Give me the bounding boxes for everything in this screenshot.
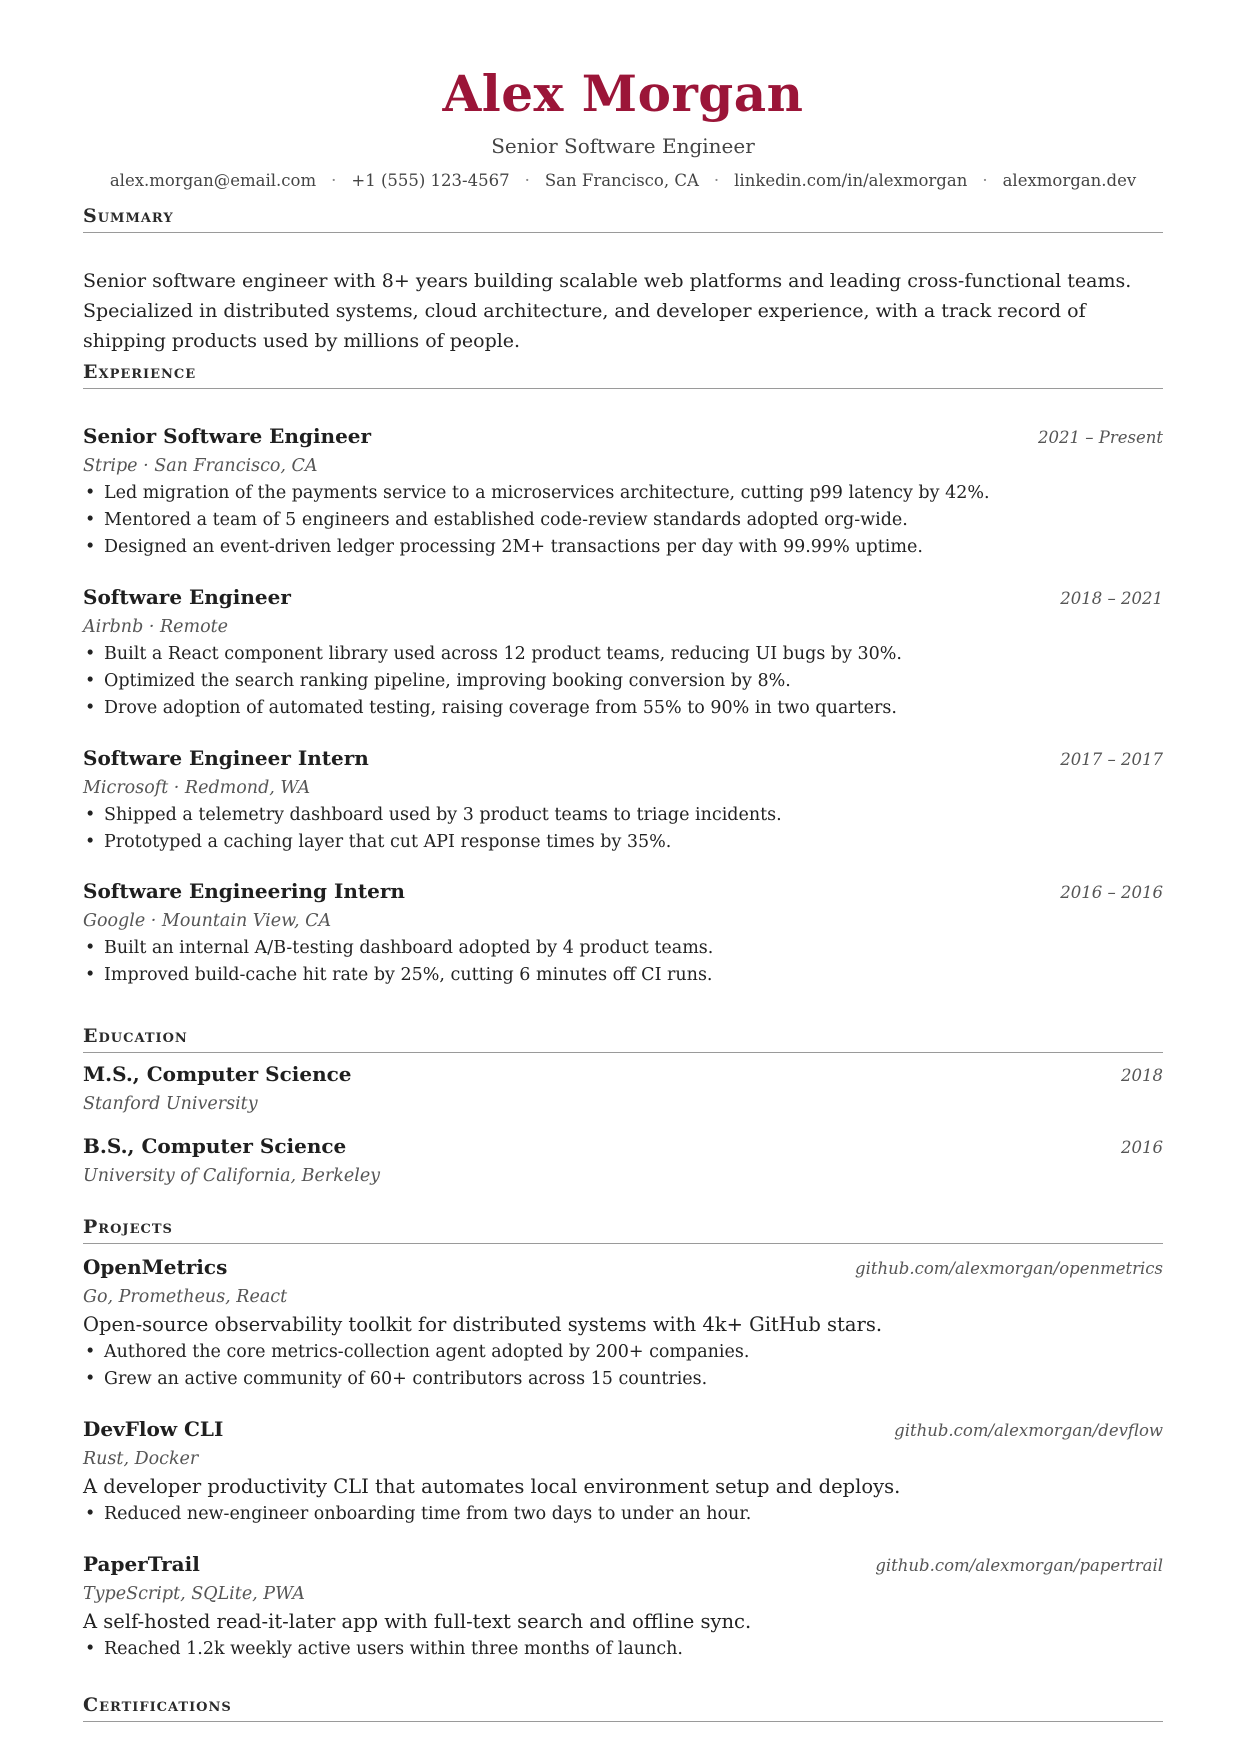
bullet-item: • Reached 1.2k weekly active users within three months of launch. [83, 1636, 1163, 1663]
bullet-item: • Improved build-cache hit rate by 25%, cutting 6 minutes off CI runs. [83, 962, 1163, 989]
project-link[interactable]: github.com/alexmorgan/openmetrics [855, 1259, 1163, 1278]
school-name: University of California, Berkeley [83, 1166, 381, 1186]
experience-entry [83, 422, 1163, 561]
candidate-name: Alex Morgan [442, 64, 804, 123]
education-heading: Education [83, 1024, 1163, 1053]
project-description: A developer productivity CLI that automates local environment setup and deploys. [83, 1475, 901, 1498]
project-entry [83, 1550, 1163, 1663]
project-stack: TypeScript, SQLite, PWA [83, 1584, 305, 1604]
experience-entry [83, 744, 1163, 856]
job-company: Microsoft · Redmond, WA [83, 778, 311, 798]
contact-line [83, 170, 1163, 192]
job-bullets [83, 802, 1163, 856]
project-stack: Go, Prometheus, React [83, 1287, 288, 1307]
bullet-item: • Prototyped a caching layer that cut API response times by 35%. [83, 829, 1163, 856]
job-role: Software Engineering Intern [83, 879, 405, 903]
education-entry [83, 1132, 1163, 1190]
experience-heading: Experience [83, 360, 1163, 389]
summary-text: Senior software engineer with 8+ years building scalable web platforms and leading cross-functional teams. Specialized in distributed systems, cloud architecture, and developer experience, with a track record of shipping products used by millions of people. [83, 270, 1132, 352]
project-link[interactable]: github.com/alexmorgan/devflow [894, 1421, 1163, 1440]
job-dates: 2016 – 2016 [1060, 883, 1163, 902]
bullet-item: • Led migration of the payments service to a microservices architecture, cutting p99 latency by 42%. [83, 480, 1163, 507]
job-dates: 2018 – 2021 [1060, 589, 1163, 608]
bullet-item: • Authored the core metrics-collection agent adopted by 200+ companies. [83, 1339, 1163, 1366]
contact-separator: · [331, 171, 337, 190]
job-role: Software Engineer Intern [83, 746, 369, 770]
project-stack: Rust, Docker [83, 1449, 199, 1469]
job-company: Google · Mountain View, CA [83, 911, 332, 931]
project-link[interactable]: github.com/alexmorgan/papertrail [875, 1556, 1163, 1575]
job-company: Airbnb · Remote [83, 617, 229, 637]
summary-heading: Summary [83, 204, 1163, 233]
degree-year: 2016 [1121, 1138, 1163, 1157]
degree-year: 2018 [1121, 1066, 1163, 1085]
project-bullets [83, 1339, 1163, 1393]
bullet-item: • Built a React component library used across 12 product teams, reducing UI bugs by 30%. [83, 641, 1163, 668]
project-entry [83, 1415, 1163, 1528]
contact-separator: · [982, 171, 988, 190]
project-name: PaperTrail [83, 1552, 200, 1576]
project-name: OpenMetrics [83, 1255, 228, 1279]
experience-entry [83, 583, 1163, 722]
bullet-item: • Grew an active community of 60+ contributors across 15 countries. [83, 1366, 1163, 1393]
job-bullets [83, 480, 1163, 561]
contact-location: San Francisco, CA [544, 171, 699, 190]
certifications-heading: Certifications [83, 1693, 1163, 1722]
contact-separator: · [524, 171, 530, 190]
job-company: Stripe · San Francisco, CA [83, 456, 318, 476]
bullet-item: • Shipped a telemetry dashboard used by 3 product teams to triage incidents. [83, 802, 1163, 829]
job-bullets [83, 641, 1163, 722]
contact-linkedin[interactable]: linkedin.com/in/alexmorgan [734, 171, 968, 190]
bullet-item: • Designed an event-driven ledger processing 2M+ transactions per day with 99.99% uptime. [83, 534, 1163, 561]
degree-name: B.S., Computer Science [83, 1134, 347, 1158]
job-dates: 2021 – Present [1038, 428, 1163, 447]
job-bullets [83, 935, 1163, 989]
project-name: DevFlow CLI [83, 1417, 224, 1441]
contact-email[interactable]: alex.morgan@email.com [109, 171, 317, 190]
bullet-item: • Reduced new-engineer onboarding time from two days to under an hour. [83, 1501, 1163, 1528]
projects-heading: Projects [83, 1215, 1163, 1244]
experience-entry [83, 877, 1163, 989]
bullet-item: • Optimized the search ranking pipeline, improving booking conversion by 8%. [83, 668, 1163, 695]
job-role: Senior Software Engineer [83, 424, 372, 448]
bullet-item: • Drove adoption of automated testing, raising coverage from 55% to 90% in two quarters. [83, 695, 1163, 722]
candidate-title: Senior Software Engineer [491, 134, 755, 158]
project-description: Open-source observability toolkit for distributed systems with 4k+ GitHub stars. [83, 1313, 883, 1336]
degree-name: M.S., Computer Science [83, 1062, 352, 1086]
job-dates: 2017 – 2017 [1060, 750, 1163, 769]
project-bullets [83, 1501, 1163, 1528]
contact-website[interactable]: alexmorgan.dev [1002, 171, 1137, 190]
bullet-item: • Mentored a team of 5 engineers and established code-review standards adopted org-wide. [83, 507, 1163, 534]
contact-separator: · [713, 171, 720, 190]
job-role: Software Engineer [83, 585, 291, 609]
project-entry [83, 1253, 1163, 1393]
project-description: A self-hosted read-it-later app with full-text search and offline sync. [83, 1610, 752, 1633]
bullet-item: • Built an internal A/B-testing dashboard adopted by 4 product teams. [83, 935, 1163, 962]
education-entry [83, 1060, 1163, 1118]
school-name: Stanford University [83, 1094, 258, 1114]
contact-phone[interactable]: +1 (555) 123-4567 [351, 171, 510, 190]
project-bullets [83, 1636, 1163, 1663]
